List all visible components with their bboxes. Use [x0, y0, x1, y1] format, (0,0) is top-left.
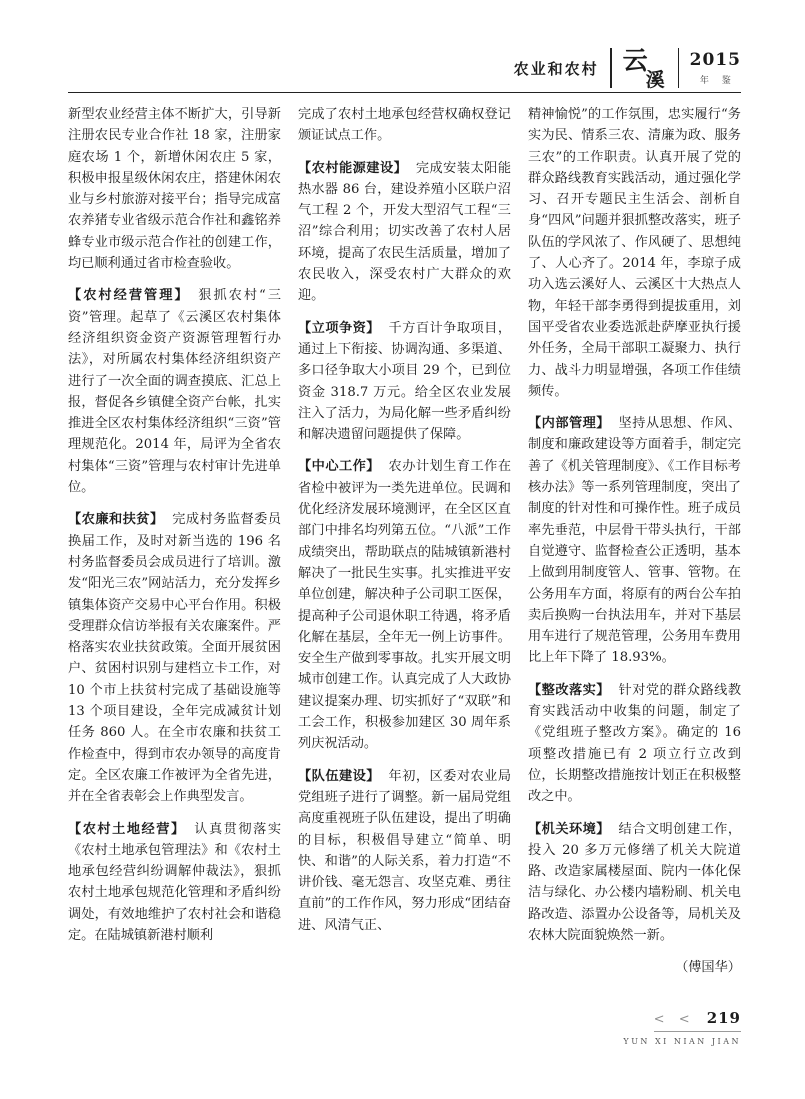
continuation-paragraph — [68, 104, 281, 274]
paragraph-text: 新型农业经营主体不断扩大，引导新注册农民专业合作社 18 家，注册家庭农场 1 个，新增休闲农庄 5 家，积极申报星级休闲农庄，搭建休闲农业与乡村旅游对接平台；指导完成富农养猪专业省级示范合作社和鑫铭养蜂专业市级示范合作社的创建工作，均已顺利通过省市检查验收。 — [68, 107, 281, 272]
year-block — [690, 50, 741, 86]
paragraph-text: 完成了农村土地承包经营权确权登记颁证试点工作。 — [298, 107, 511, 144]
section-text: 完成村务监督委员换届工作，及时对新当选的 196 名村务监督委员会成员进行了培训。激发“阳光三农”网站活力，充分发挥乡镇集体资产交易中心平台作用。积极受理群众信访举报有关农廉案件。严格落实农业扶贫政策。全面开展贫困户、贫困村识别与建档立卡工作，对 10 个市上扶贫村完成了基础设施等 13 个项目建设，全年完成减贫计划任务 860 人。在全市农廉和扶贫工作检查中，得到市农办领导的高度肯定。全区农廉工作被评为全省先进，并在全省表彰会上作典型发言。 — [68, 512, 282, 805]
column-3 — [528, 104, 741, 1016]
section-heading: 【整改落实】 — [528, 682, 610, 698]
section-text: 年初，区委对农业局党组班子进行了调整。新一届局党组高度重视班子队伍建设，提出了明确的目标，积极倡导建立“简单、明快、和谐”的人际关系，着力打造“不讲价钱、毫无怨言、攻坚克难、勇往直前”的工作作风，努力形成“团结奋进、风清气正、 — [298, 768, 512, 933]
yearbook-label: 年 鉴 — [699, 76, 736, 86]
page-number-row — [654, 1008, 741, 1032]
brand-char-xi: 溪 — [645, 69, 665, 91]
section-heading: 【中心工作】 — [298, 459, 380, 475]
header-rule — [68, 92, 741, 93]
header-divider-thin — [678, 48, 679, 88]
section-text: 认真贯彻落实《农村土地承包管理法》和《农村土地承包经营纠纷调解仲裁法》，狠抓农村土地承包规范化管理和矛盾纠纷调处，有效地维护了农村社会和谐稳定。在陆城镇新港村顺利 — [68, 821, 282, 943]
continuation-paragraph — [298, 104, 511, 147]
page-footer — [623, 1008, 741, 1046]
page-number: 219 — [706, 1009, 741, 1027]
section-block — [68, 509, 281, 807]
continuation-paragraph — [528, 104, 741, 402]
page-header — [514, 46, 741, 90]
section-block — [528, 413, 741, 669]
section-heading: 【立项争资】 — [298, 320, 380, 336]
section-heading: 【机关环境】 — [528, 821, 610, 837]
section-block — [298, 158, 511, 307]
column-2 — [298, 104, 511, 1016]
section-text: 农办计划生育工作在省检中被评为一类先进单位。民调和优化经济发展环境测评，在全区区直部门中排名均列第五位。“八派”工作成绩突出，帮助联点的陆城镇新港村解决了一批民生实事。扎实推进平安单位创建，解决种子公司职工医保，提高种子公司退休职工待遇，将矛盾化解在基层，全年无一例上访事件。安全生产做到零事故。扎实开展文明城市创建工作。认真完成了人大政协建议提案办理、切实抓好了“双联”和工会工作，积极参加建区 30 周年系列庆祝活动。 — [298, 459, 512, 752]
yearbook-romanized-title: YUN XI NIAN JIAN — [623, 1037, 741, 1046]
author-attribution: （傅国华） — [675, 960, 741, 976]
page-marker-arrows-icon: < < — [653, 1012, 695, 1027]
header-divider-thick — [610, 48, 612, 88]
section-text: 完成安装太阳能热水器 86 台，建设养殖小区联户沼气工程 2 个，开发大型沼气工程“三沼”综合利用；切实改善了农村人居环境，提高了农民生活质量，增加了农民收入，深受农村广大群众的欢迎。 — [298, 160, 512, 304]
section-block — [298, 766, 511, 936]
section-text: 坚持从思想、作风、制度和廉政建设等方面着手，制定完善了《机关管理制度》、《工作目标考核办法》等一系列管理制度，突出了制度的针对性和可操作性。班子成员率先垂范，中层骨干带头执行，干部自觉遵守、监督检查公正透明，基本上做到用制度管人、管事、管物。在公务用车方面，将原有的两台公车拍卖后换购一台执法用车，并对下基层用车进行了规范管理，公务用车费用比上年下降了 18.93%。 — [528, 416, 741, 666]
section-heading: 【内部管理】 — [528, 416, 610, 432]
chapter-title: 农业和农村 — [513, 59, 599, 78]
section-text: 针对党的群众路线教育实践活动中收集的问题，制定了《党组班子整改方案》。确定的 16 项整改措施已有 2 项立行立改到位，长期整改措施按计划正在积极整改之中。 — [528, 682, 741, 805]
section-text: 千方百计争取项目，通过上下衔接、协调沟通、多渠道、多口径争取大小项目 29 个，已到位资金 318.7 万元。给全区农业发展注入了活力，为局化解一些矛盾纠纷和解决遗留问题提供了保障。 — [298, 320, 512, 443]
section-block — [528, 819, 741, 947]
section-block — [528, 680, 741, 808]
section-text: 狠抓农村“三资”管理。起草了《云溪区农村集体经济组织资金资产资源管理暂行办法》，对所属农村集体经济组织资产进行了一次全面的调查摸底、汇总上报，督促各乡镇健全资产台帐，扎实推进全区农村集体经济组织“三资”管理规范化。2014 年，局评为全省农村集体“三资”管理与农村审计先进单位。 — [68, 288, 282, 496]
section-block — [68, 819, 281, 947]
section-heading: 【农村土地经营】 — [68, 821, 186, 837]
section-block — [298, 456, 511, 754]
section-heading: 【农村能源建设】 — [298, 160, 408, 176]
section-text: 结合文明创建工作，投入 20 多万元修缮了机关大院道路、改造家属楼屋面、院内一体化保洁与绿化、办公楼内墙粉刷、机关电路改造、添置办公设备等，局机关及农林大院面貌焕然一新。 — [528, 821, 741, 943]
section-heading: 【农廉和扶贫】 — [68, 512, 164, 528]
yearbook-brand-logo — [623, 47, 667, 89]
article-columns — [68, 104, 741, 1016]
paragraph-text: 精神愉悦”的工作氛围，忠实履行“务实为民、情系三农、清廉为政、服务三农”的工作职责。认真开展了党的群众路线教育实践活动，通过强化学习、召开专题民主生活会、剖析自身“四风”问题并狠抓整改落实，班子队伍的学风浓了、作风硬了、思想纯了、人心齐了。2014 年，李琼子成功入选云溪好人、云溪区十大热点人物，年轻干部李勇得到提拔重用，刘国平受省农业委选派赴萨摩亚执行援外任务，全局干部职工凝聚力、执行力、战斗力明显增强，各项工作佳绩频传。 — [528, 107, 741, 399]
brand-char-yun: 云 — [622, 46, 648, 75]
year-label: 2015 — [689, 50, 741, 70]
section-heading: 【农村经营管理】 — [68, 288, 190, 304]
column-1 — [68, 104, 281, 1016]
section-block — [68, 285, 281, 498]
section-heading: 【队伍建设】 — [298, 768, 380, 784]
section-block — [298, 318, 511, 446]
